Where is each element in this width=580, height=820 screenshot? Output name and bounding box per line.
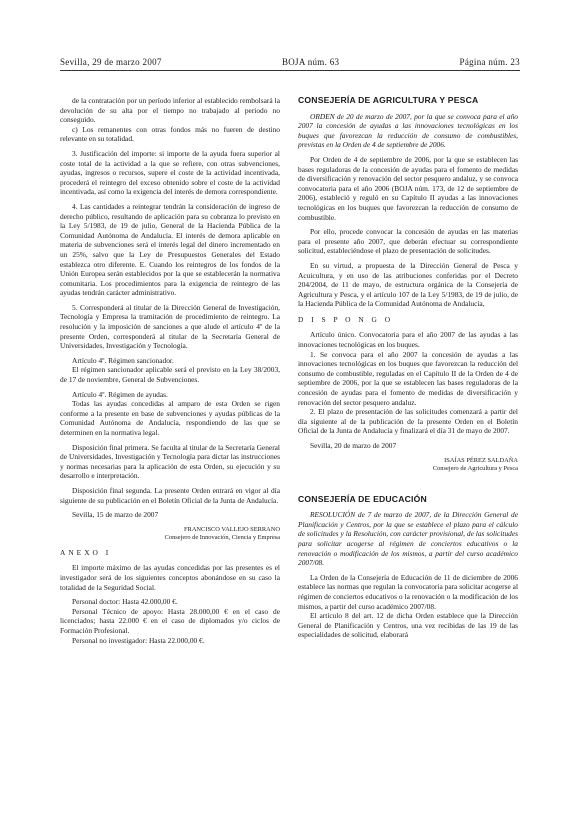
page-header: [60, 57, 520, 67]
header-rule: [60, 70, 520, 71]
signing-date: Sevilla, 15 de marzo de 2007: [72, 510, 159, 520]
paragraph: Por Orden de 4 de septiembre de 2006, por la que se establecen las bases reguladoras de la concesión de ayudas para el fomento de medidas de diversificación y renovación del sector pesquero andaluz, y se convoca convocatoria para el año 2006 (BOJA núm. 173, de 12 de septiembre de 2006), estableció y reguló en su Capítulo II ayudas a las innovaciones tecnológicas en los buques que favorezcan la reducción de consumo de combustible.: [298, 154, 518, 222]
paragraph: c) Los remanentes con otras fondos más no fueren de destino relevante en su totalidad.: [60, 124, 280, 144]
signer-name: FRANCISCO VALLEJO SERRANO: [184, 525, 280, 533]
signing-date: Sevilla, 20 de marzo de 2007: [310, 441, 397, 450]
section-heading: CONSEJERÍA DE AGRICULTURA Y PESCA: [298, 95, 479, 105]
section-heading: CONSEJERÍA DE EDUCACIÓN: [298, 493, 427, 504]
paragraph: El régimen sancionador aplicable será el previsto en la Ley 38/2003, de 17 de noviembre, General de Subvenciones.: [60, 365, 280, 385]
dispongo-heading: D I S P O N G O: [298, 314, 394, 324]
paragraph: En su virtud, a propuesta de la Dirección General de Pesca y Acuicultura, y en uso de las atribuciones conferidas por el Decreto 204/2004, de 11 de mayo, de estructura orgánica de la Consejería de Agricultura y Pesca, y el artículo 107 de la Ley 5/1983, de 19 de julio, de la Hacienda Pública de la Comunidad Autónoma de Andalucía,: [298, 260, 518, 309]
paragraph: Personal no investigador: Hasta 22.000,00 €.: [72, 635, 205, 645]
paragraph: Artículo único. Convocatoria para el año 2007 de las ayudas a las innovaciones tecnológicas en los buques.: [298, 330, 518, 350]
signature-block: [60, 526, 280, 542]
paragraph: Por ello, procede convocar la concesión de ayudas en las materias para el presente año 2007, que deberán efectuar su correspondiente solicitud, estableciéndose el plazo de presentación de solicitudes.: [298, 227, 518, 256]
paragraph: de la contratación por un período inferior al establecido rembolsará la devolución de su alta por el tiempo no trabajado al periodo no conseguido.: [60, 96, 280, 125]
signer-role: Consejero de Innovación, Ciencia y Empresa: [164, 533, 280, 541]
paragraph: Personal Técnico de apoyo: Hasta 28.000,00 € en el caso de licenciados; hasta 22.000 € en el caso de diplomados y/o ciclos de Formación Profesional.: [60, 606, 280, 635]
paragraph: Todas las ayudas concedidas al amparo de esta Orden se rigen conforme a la presente en base de subvenciones y ayudas públicas de la Comunidad Autónoma de Andalucía, respondiendo de las que se determinen en la normativa legal.: [60, 399, 280, 437]
header-issue: BOJA núm. 63: [281, 57, 340, 67]
paragraph: 4. Las cantidades a reintegrar tendrán la consideración de ingreso de derecho público, resultando de aplicación para su cobranza lo previsto en la Ley 5/1983, de 19 de julio, General de la Hacienda Pública de la Comunidad Autónoma de Andalucía. El interés de demora aplicable en materia de subvenciones será el interés legal del dinero incrementado en un 25%, salvo que la Ley de Presupuestos Generales del Estado establezca otro diferente. E. Cuando los reintegros de los fondos de la Unión Europea serán establecidos por la que se establecerán la normativa comunitaria. Los procedimientos para la exigencia de reintegro de las ayudas tendrán carácter administrativo.: [60, 201, 280, 298]
left-column: [60, 96, 280, 645]
article-4-title: Artículo 4º. Régimen sancionador.: [72, 355, 174, 365]
final-provision-2: Disposición final segunda. La presente Orden entrará en vigor al día siguiente de su publicación en el Boletín Oficial de la Junta de Andalucía.: [60, 485, 280, 505]
paragraph: El artículo 8 del art. 12 de dicha Orden establece que la Dirección General de Planificación y Centros, una vez recibidas de las 19 de las especialidades de solicitud, elaborará: [298, 611, 518, 640]
paragraph: 1. Se convoca para el año 2007 la concesión de ayudas a las innovaciones tecnológicas en los buques que favorezcan la reducción del consumo de combustible, reguladas en el Capítulo II de la Orden de 4 de septiembre de 2006, por la que se establecen las bases reguladoras de la concesión de ayudas para el fomento de medidas de diversificación y renovación del sector pesquero andaluz.: [298, 349, 518, 407]
paragraph: Personal doctor: Hasta 42.000,00 €.: [72, 597, 178, 607]
paragraph: La Orden de la Consejería de Educación de 11 de diciembre de 2006 establece las normas que regulan la convocatoria para solicitar acogerse al régimen de conciertos educativos o la renovación o la modificación de los mismos, a partir del curso académico 2007/08.: [298, 572, 518, 611]
paragraph: 3. Justificación del importe: si importe de la ayuda fuera superior al coste total de la actividad a la que se refiere, con otras subvenciones, ayudas, ingresos o recursos, supere el coste de la actividad incentivada, procederá el reintegro del exceso obtenido sobre el coste de la actividad incentivada, así como la exigencia del interés de demora correspondiente.: [60, 148, 280, 197]
signature-block: [298, 457, 518, 473]
article-5-title: Artículo 4º. Régimen de ayudas.: [72, 389, 168, 399]
paragraph: 5. Corresponderá al titular de la Dirección General de Investigación, Tecnología y Empresa la tramitación de procedimiento de reintegro. La resolución y la imposición de sanciones a que alude el artículo 4º de la presente Orden, corresponderá al titular de la Secretaría General de Universidades, Investigación y Tecnología.: [60, 302, 280, 351]
signer-name: ISAÍAS PÉREZ SALDAÑA: [444, 456, 518, 464]
paragraph: El importe máximo de las ayudas concedidas por las presentes es el investigador será de los siguientes conceptos abonándose en su caso la totalidad de la Seguridad Social.: [60, 563, 280, 592]
final-provision-1: Disposición final primera. Se faculta al titular de la Secretaría General de Universidades, Investigación y Tecnología para dictar las instrucciones y normas necesarias para la aplicación de esta Orden, su ejecución y su desarrollo e interpretación.: [60, 442, 280, 481]
header-page-number: Página núm. 23: [459, 57, 520, 67]
order-title: ORDEN de 20 de marzo de 2007, por la que se convoca para el año 2007 la concesión de ayudas a las innovaciones tecnológicas en los buques que favorezcan la reducción de consumo de combustibles, previstas en la Orden de 4 de septiembre de 2006.: [298, 111, 518, 150]
resolution-title: RESOLUCIÓN de 7 de marzo de 2007, de la Dirección General de Planificación y Centros, por la que se establece el plazo para el cálculo de solicitudes y la Resolución, con carácter provisional, de las solicitudes para solicitar acogerse al régimen de conciertos educativos o la renovación o modificación de los mismos, a partir del curso académico 2007/08.: [298, 510, 518, 568]
signer-role: Consejero de Agricultura y Pesca: [432, 464, 518, 472]
header-date: Sevilla, 29 de marzo 2007: [60, 57, 162, 67]
annex-title: ANEXO I: [60, 547, 112, 557]
right-column: [298, 96, 518, 640]
paragraph: 2. El plazo de presentación de las solicitudes comenzará a partir del día siguiente al de la publicación de la presente Orden en el Boletín Oficial de la Junta de Andalucía y finalizará el día 31 de mayo de 2007.: [298, 407, 518, 436]
